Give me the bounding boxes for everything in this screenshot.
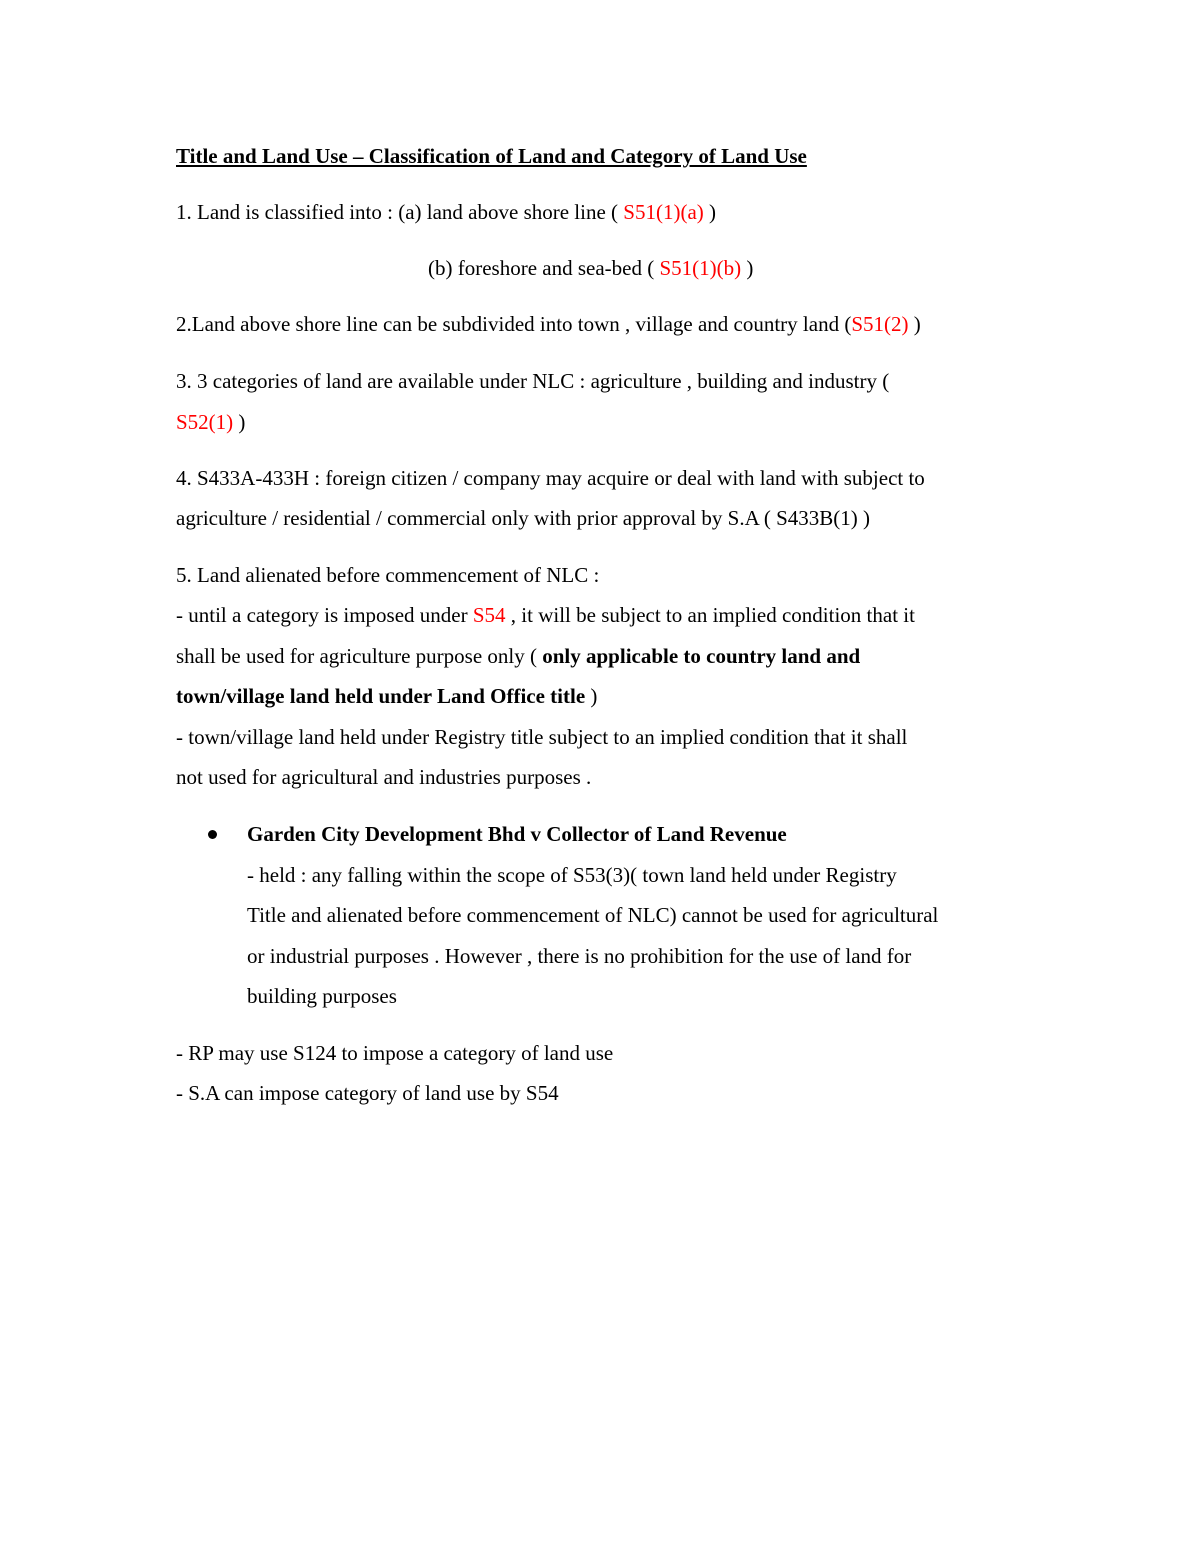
item-5-line-2 — [176, 642, 860, 670]
item-5-l3-bold: town/village land held under Land Office title — [176, 684, 586, 708]
item-5-l3-suffix: ) — [585, 684, 598, 708]
item-5-l1-text: - until a category is imposed under — [176, 603, 473, 627]
item-4-line-1: 4. S433A-433H : foreign citizen / company may acquire or deal with land with subject to — [176, 466, 925, 490]
item-5-l2-text: shall be used for agriculture purpose only ( — [176, 644, 543, 668]
item-1b-suffix: ) — [741, 256, 754, 280]
item-3-suffix: ) — [233, 410, 246, 434]
item-5-line-4: - town/village land held under Registry title subject to an implied condition that it shall — [176, 725, 908, 749]
item-1b-text: (b) foreshore and sea-bed ( — [428, 256, 660, 280]
bullet-icon — [208, 830, 217, 839]
item-1-line-a — [176, 198, 716, 226]
item-1-suffix: ) — [703, 200, 717, 224]
item-2-text: 2.Land above shore line can be subdivided into town , village and country land ( — [176, 312, 852, 336]
case-line-3: or industrial purposes . However , there is no prohibition for the use of land for — [247, 944, 912, 968]
case-line-1: - held : any falling within the scope of S53(3)( town land held under Registry — [247, 863, 897, 887]
note-rp: - RP may use S124 to impose a category of land use — [176, 1041, 614, 1065]
case-line-2: Title and alienated before commencement of NLC) cannot be used for agricultural — [247, 903, 939, 927]
item-3-line-2 — [176, 408, 245, 436]
section-ref: S51(1)(b) — [659, 256, 742, 280]
section-ref: S52(1) — [176, 410, 234, 434]
item-5-l2-bold: only applicable to country land and — [542, 644, 861, 668]
item-5-line-3 — [176, 682, 597, 710]
item-5-l1-suffix: , it will be subject to an implied condition that it — [505, 603, 915, 627]
section-ref: S54 — [472, 603, 506, 627]
item-4-line-2: agriculture / residential / commercial only with prior approval by S.A ( S433B(1) ) — [176, 506, 871, 530]
note-sa: - S.A can impose category of land use by S54 — [176, 1081, 559, 1105]
item-3-line-1: 3. 3 categories of land are available under NLC : agriculture , building and industry ( — [176, 369, 890, 393]
item-2 — [176, 310, 921, 338]
document-title: Title and Land Use – Classification of Land and Category of Land Use — [176, 144, 807, 168]
item-5-heading: 5. Land alienated before commencement of NLC : — [176, 563, 600, 587]
case-line-4: building purposes — [247, 984, 397, 1008]
item-5-line-1 — [176, 601, 915, 629]
case-name: Garden City Development Bhd v Collector of Land Revenue — [247, 822, 787, 846]
item-2-suffix: ) — [908, 312, 921, 336]
item-1-line-b — [428, 254, 753, 282]
section-ref: S51(2) — [851, 312, 909, 336]
item-5-line-5: not used for agricultural and industries purposes . — [176, 765, 592, 789]
item-1-text: 1. Land is classified into : (a) land above shore line ( — [176, 200, 624, 224]
section-ref: S51(1)(a) — [623, 200, 704, 224]
